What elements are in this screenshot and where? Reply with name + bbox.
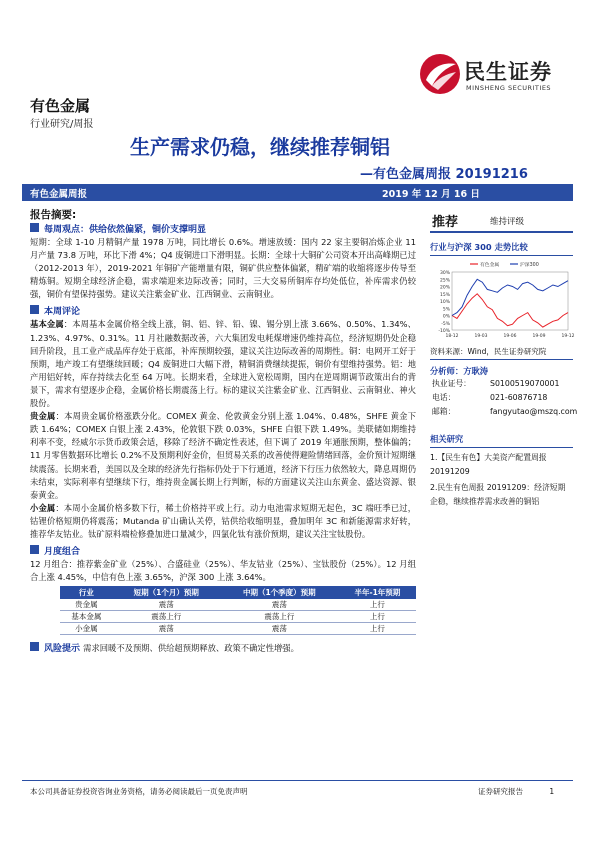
table-header: 中期（1个季度）预期 <box>220 586 339 599</box>
analyst-email[interactable]: 邮箱： fangyutao@mszq.com <box>432 407 578 416</box>
section-heading: 本周评论 <box>44 307 81 318</box>
x-tick-label: 19-09 <box>532 334 546 339</box>
footer-divider <box>22 780 573 781</box>
footer-report-label: 证券研究报告 <box>478 787 523 796</box>
precious-metals-label: 贵金属 <box>30 411 56 422</box>
brand-logo <box>418 50 578 100</box>
y-tick-label: -5% <box>441 321 450 327</box>
analyst-license: 执业证号： S0100519070001 <box>432 379 560 388</box>
table-row <box>60 599 416 611</box>
table-header-row <box>60 586 416 599</box>
analyst-phone: 电话： 021-60876718 <box>432 393 548 402</box>
performance-chart-svg <box>430 258 573 344</box>
section-bullet-icon <box>30 545 39 554</box>
section-heading: 月度组合 <box>44 547 81 558</box>
x-tick-label: 19-12 <box>561 334 575 339</box>
minor-metals-label: 小金属 <box>30 502 56 513</box>
table-cell: 震荡上行 <box>113 611 220 623</box>
legend-label: 有色金属 <box>480 263 500 268</box>
table-cell: 贵金属 <box>60 599 113 611</box>
page-number: 1 <box>549 787 555 796</box>
table-row <box>60 611 416 623</box>
table-header: 短期（1个月）预期 <box>113 586 220 599</box>
brand-mark-icon <box>418 52 462 96</box>
analyst-name: 分析师：方耿涛 <box>430 366 489 376</box>
y-tick-label: 20% <box>439 285 450 291</box>
table-cell: 上行 <box>339 623 416 635</box>
precious-metals-text: 贵金属：本周贵金属价格涨跌分化。COMEX 黄金、伦敦黄金分别上涨 1.04%、0.48%，SHFE 黄金下跌 1.64%；COMEX 白银上涨 2.43%，伦敦银下跌 0.03%，SHFE 白银下跌 1.49%。美联储如期维持利率不变，经威尔示货币政策会适，移除了经济不确定性表述，但下调了 2019 年通胀预期，整体偏鸽；11 月零售数据环比增长 0.2%不及预期利好金价，但贸易关系的改善使得避险情绪回落，金价预计短期继续震荡。长期来看，美国以及全球的经济先行指标仍处于下行通道，经济下行压力依然较大，降息周期仍未结束，实际利率有望继续下行，维持贵金属长期上行判断，标的方面建议关注山东黄金、盛达资源、银泰黄金。 <box>30 411 416 500</box>
x-tick-label: 19-06 <box>503 334 517 339</box>
section-heading: 风险提示 <box>44 644 81 655</box>
section-risk <box>30 641 416 654</box>
related-heading: 相关研究 <box>430 433 573 448</box>
main-column <box>30 219 416 655</box>
y-tick-label: 30% <box>439 271 450 276</box>
table-cell: 上行 <box>339 611 416 623</box>
base-metals-text: 基本金属：本周基本金属价格全线上涨，铜、铝、锌、铅、镍、锡分别上涨 3.66%、0.50%、1.34%、1.23%、4.97%、0.31%。11 月社融数据改善，六大集团发电耗煤增速仍维持高位，经济短期仍处企稳回升阶段，且工业产成品库存处于底部，补库预期较强，建议关注边际改善的周期性。铜：电网开工好于预期，地产竣工有望继续回暖；Q4 废铜进口大幅下滑，精铜消费继续提振，铜价有望维持强势。铝：地产用铝好转，库存持续去化至 64 万吨。长期来看，全球进入宽松周期，国内在逆周期调节政策出台的背景下，需求有望逐步企稳，金属价格长期震荡上行。标的建议关注紫金矿业、江西铜业、云南铜业、神火股份。 <box>30 319 416 409</box>
performance-chart <box>430 258 573 344</box>
risk-text: 需求回暖不及预期、供给超预期释放、政策不确定性增强。 <box>83 643 299 654</box>
section-portfolio <box>30 544 416 557</box>
chart-title: 行业与沪深 300 走势比较 <box>430 241 573 256</box>
report-type: 行业研究/周报 <box>30 119 94 130</box>
banner-series: 有色金属周报 <box>30 189 88 200</box>
table-header: 行业 <box>60 586 113 599</box>
related-item[interactable]: 1.【民生有色】大美资产配置周报 20191209 <box>430 453 547 476</box>
y-tick-label: 25% <box>439 278 450 284</box>
table-cell: 震荡上行 <box>220 611 339 623</box>
report-title: 生产需求仍稳，继续推荐铜铝 <box>130 135 390 159</box>
table-cell: 上行 <box>339 599 416 611</box>
sector-label: 有色金属 <box>30 97 91 115</box>
brand-name-en: MINSHENG SECURITIES <box>466 84 552 92</box>
chart-source: 资料来源：Wind，民生证券研究院 <box>430 346 573 360</box>
series-line-1 <box>452 294 568 327</box>
table-cell: 震荡 <box>113 623 220 635</box>
footer-right <box>478 786 554 797</box>
section-bullet-icon <box>30 305 39 314</box>
abstract-heading: 报告摘要: <box>30 209 77 221</box>
x-tick-label: 18-12 <box>445 334 459 339</box>
rating-block <box>430 207 573 233</box>
section-review <box>30 304 416 317</box>
rating-label: 推荐 <box>432 215 459 230</box>
banner-date: 2019 年 12 月 16 日 <box>382 189 480 200</box>
y-tick-label: 10% <box>439 300 450 305</box>
section-bullet-icon <box>30 223 39 232</box>
sidebar <box>430 207 578 508</box>
table-cell: 震荡 <box>220 623 339 635</box>
portfolio-text: 12 月组合：推荐紫金矿业（25%）、合盛硅业（25%）、华友钴业（25%）、宝钛股份（25%）。12 月组合上涨 4.45%，中信有色上涨 3.65%，沪深 300 上涨 3.64%。 <box>30 559 416 583</box>
brand-name-cn: 民生证券 <box>464 60 552 84</box>
y-tick-label: -10% <box>438 329 450 334</box>
forecast-table <box>60 586 416 635</box>
related-item[interactable]: 2.民生有色周报 20191209：经济短期企稳，继续推荐需求改善的铜铝 <box>430 483 566 506</box>
table-header: 半年-1年预期 <box>339 586 416 599</box>
report-subtitle: —有色金属周报 20191216 <box>360 167 528 182</box>
footer-disclaimer: 本公司具备证券投资咨询业务资格，请务必阅读最后一页免责声明 <box>30 787 248 796</box>
section-weekly-view <box>30 222 416 235</box>
x-tick-label: 19-03 <box>474 334 488 339</box>
y-tick-label: 15% <box>439 292 450 298</box>
table-cell: 小金属 <box>60 623 113 635</box>
table-cell: 震荡 <box>113 599 220 611</box>
minor-metals-text: 小金属：本周小金属价格多数下行，稀土价格持平或上行。动力电池需求短期无起色，3C 端旺季已过，钴锂价格短期仍将震荡；Mutanda 矿山确认关停，钴供给收缩明显，叠加明年 3C 和新能源需求好转，推荐华友钴业。钛矿原料端检修叠加进口量减少，四氯化钛有涨价预期，建议关注宝钛股份。 <box>30 502 416 539</box>
y-tick-label: 0% <box>442 314 450 320</box>
y-tick-label: 5% <box>442 307 450 313</box>
section-heading: 每周观点：供给依然偏紧，铜价支撑明显 <box>44 225 207 235</box>
header-banner <box>22 184 573 201</box>
table-cell: 震荡 <box>220 599 339 611</box>
legend-label: 沪深300 <box>520 263 539 268</box>
table-row <box>60 623 416 635</box>
weekly-view-text: 短期：全球 1-10 月精铜产量 1978 万吨，同比增长 0.6%。增速放缓：国内 22 家主要铜冶炼企业 11 月产量 73.8 万吨，环比下滑 4%；Q4 废铜进口下滑明显。长期：全球十大铜矿公司资本开出高峰期已过（2012-2013 年），2019-2021 年铜矿产能增量有限，铜矿供应整体偏紧，精矿端的收缩将逐步传导至精炼铜。短期全球经济企稳，需求端迎来边际改善；同时，三大交易所铜库存均处低位，补库需求仍较强，铜价有望保持强势。建议关注紫金矿业、江西铜业、云南铜业。 <box>30 237 416 300</box>
rating-sub: 维持评级 <box>490 217 525 227</box>
series-line-2 <box>452 279 568 315</box>
base-metals-label: 基本金属 <box>30 319 64 330</box>
table-cell: 基本金属 <box>60 611 113 623</box>
section-bullet-icon <box>30 642 39 651</box>
